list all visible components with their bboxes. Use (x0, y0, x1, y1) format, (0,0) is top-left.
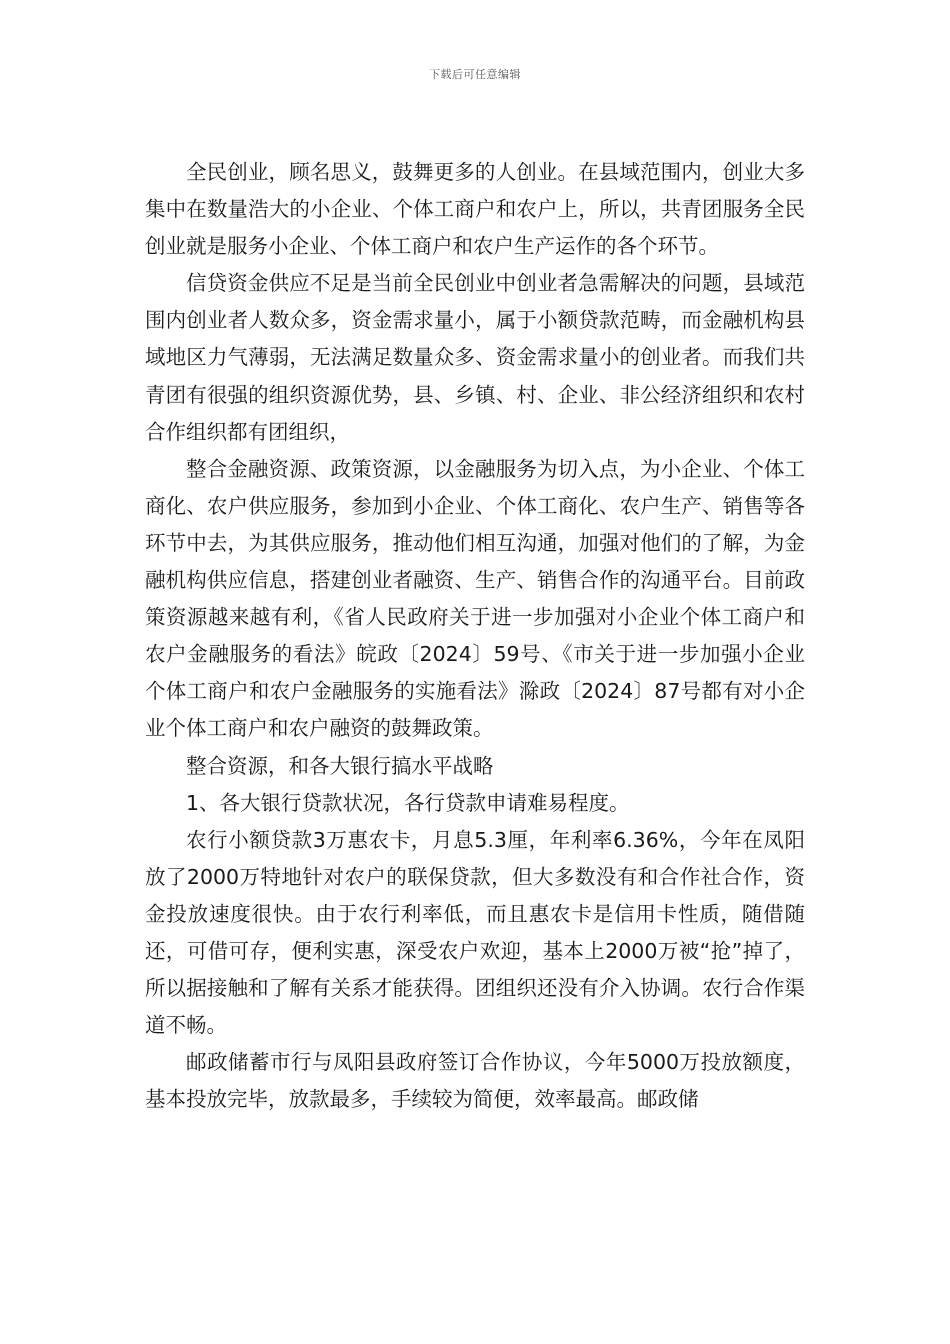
paragraph: 邮政储蓄市行与凤阳县政府签订合作协议，今年5000万投放额度，基本投放完毕，放款最多，手续较为简便，效率最高。邮政储 (145, 1050, 805, 1112)
document-body (145, 154, 805, 1118)
paragraph: 信贷资金供应不足是当前全民创业中创业者急需解决的问题，县域范围内创业者人数众多，资金需求量小，属于小额贷款范畴，而金融机构县域地区力气薄弱，无法满足数量众多、资金需求量小的创业者。而我们共青团有很强的组织资源优势，县、乡镇、村、企业、非公经济组织和农村合作组织都有团组织， (145, 271, 805, 444)
paragraph: 全民创业，顾名思义，鼓舞更多的人创业。在县域范围内，创业大多集中在数量浩大的小企业、个体工商户和农户上，所以，共青团服务全民创业就是服务小企业、个体工商户和农户生产运作的各个环节。 (145, 160, 805, 259)
header-note: 下载后可任意编辑 (429, 68, 521, 81)
list-item: 1、各大银行贷款状况，各行贷款申请难易程度。 (186, 790, 630, 815)
paragraph: 农行小额贷款3万惠农卡，月息5.3厘，年利率6.36%，今年在凤阳放了2000万特地针对农户的联保贷款，但大多数没有和合作社合作，资金投放速度很快。由于农行利率低，而且惠农卡是信用卡性质，随借随还，可借可存，便利实惠，深受农户欢迎，基本上2000万被“抢”掉了，所以据接触和了解有关系才能获得。团组织还没有介入协调。农行合作渠道不畅。 (145, 827, 805, 1038)
paragraph: 整合金融资源、政策资源，以金融服务为切入点，为小企业、个体工商化、农户供应服务，参加到小企业、个体工商化、农户生产、销售等各环节中去，为其供应服务，推动他们相互沟通，加强对他们的了解，为金融机构供应信息，搭建创业者融资、生产、销售合作的沟通平台。目前政策资源越来越有利，《省人民政府关于进一步加强对小企业个体工商户和农户金融服务的看法》皖政〔2024〕59号、《市关于进一步加强小企业个体工商户和农户金融服务的实施看法》滁政〔2024〕87号都有对小企业个体工商户和农户融资的鼓舞政策。 (145, 456, 805, 741)
section-heading: 整合资源，和各大银行搞水平战略 (186, 753, 494, 778)
